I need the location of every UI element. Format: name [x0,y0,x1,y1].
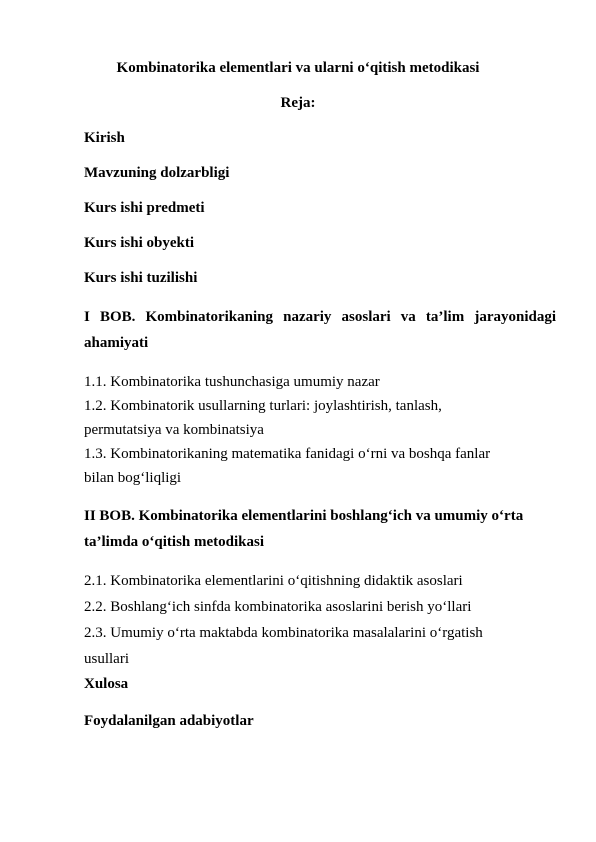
chapter2-item-2-3-cont: usullari [84,651,129,667]
chapter1-item-1-1: 1.1. Kombinatorika tushunchasiga umumiy nazar [84,374,380,390]
chapter1-item-1-3: 1.3. Kombinatorikaning matematika fanidagi o‘rni va boshqa fanlar [84,446,491,462]
chapter1-item-1-2-cont: permutatsiya va kombinatsiya [84,422,264,438]
document-title: Kombinatorika elementlari va ularni o‘qitish metodikasi [116,60,480,76]
chapter2-item-2-2: 2.2. Boshlang‘ich sinfda kombinatorika asoslarini berish yo‘llari [84,599,472,615]
chapter1-item-1-3-cont: bilan bog‘liqligi [84,470,182,486]
intro-item-obyekt: Kurs ishi obyekti [84,235,195,251]
conclusion: Xulosa [84,676,129,692]
references: Foydalanilgan adabiyotlar [84,713,254,729]
intro-item-tuzilish: Kurs ishi tuzilishi [84,270,198,286]
chapter1-heading [84,310,556,325]
intro-item-kirish: Kirish [84,130,125,146]
chapter2-item-2-3: 2.3. Umumiy o‘rta maktabda kombinatorika masalalarini o‘rgatish [84,625,483,641]
chapter1-heading-line1: I BOB. Kombinatorikaning nazariy asoslari va ta’lim jarayonidagi [84,309,556,325]
chapter2-item-2-1: 2.1. Kombinatorika elementlarini o‘qitishning didaktik asoslari [84,573,463,589]
intro-item-predmet: Kurs ishi predmeti [84,200,205,216]
intro-item-dolzarblik: Mavzuning dolzarbligi [84,165,230,181]
chapter1-heading-line2: ahamiyati [84,335,149,351]
chapter1-item-1-2: 1.2. Kombinatorik usullarning turlari: joylashtirish, tanlash, [84,398,442,414]
chapter2-heading-line2: ta’limda o‘qitish metodikasi [84,534,265,550]
plan-heading: Reja: [280,95,316,111]
chapter2-heading-line1: II BOB. Kombinatorika elementlarini boshlang‘ich va umumiy o‘rta [84,508,524,524]
